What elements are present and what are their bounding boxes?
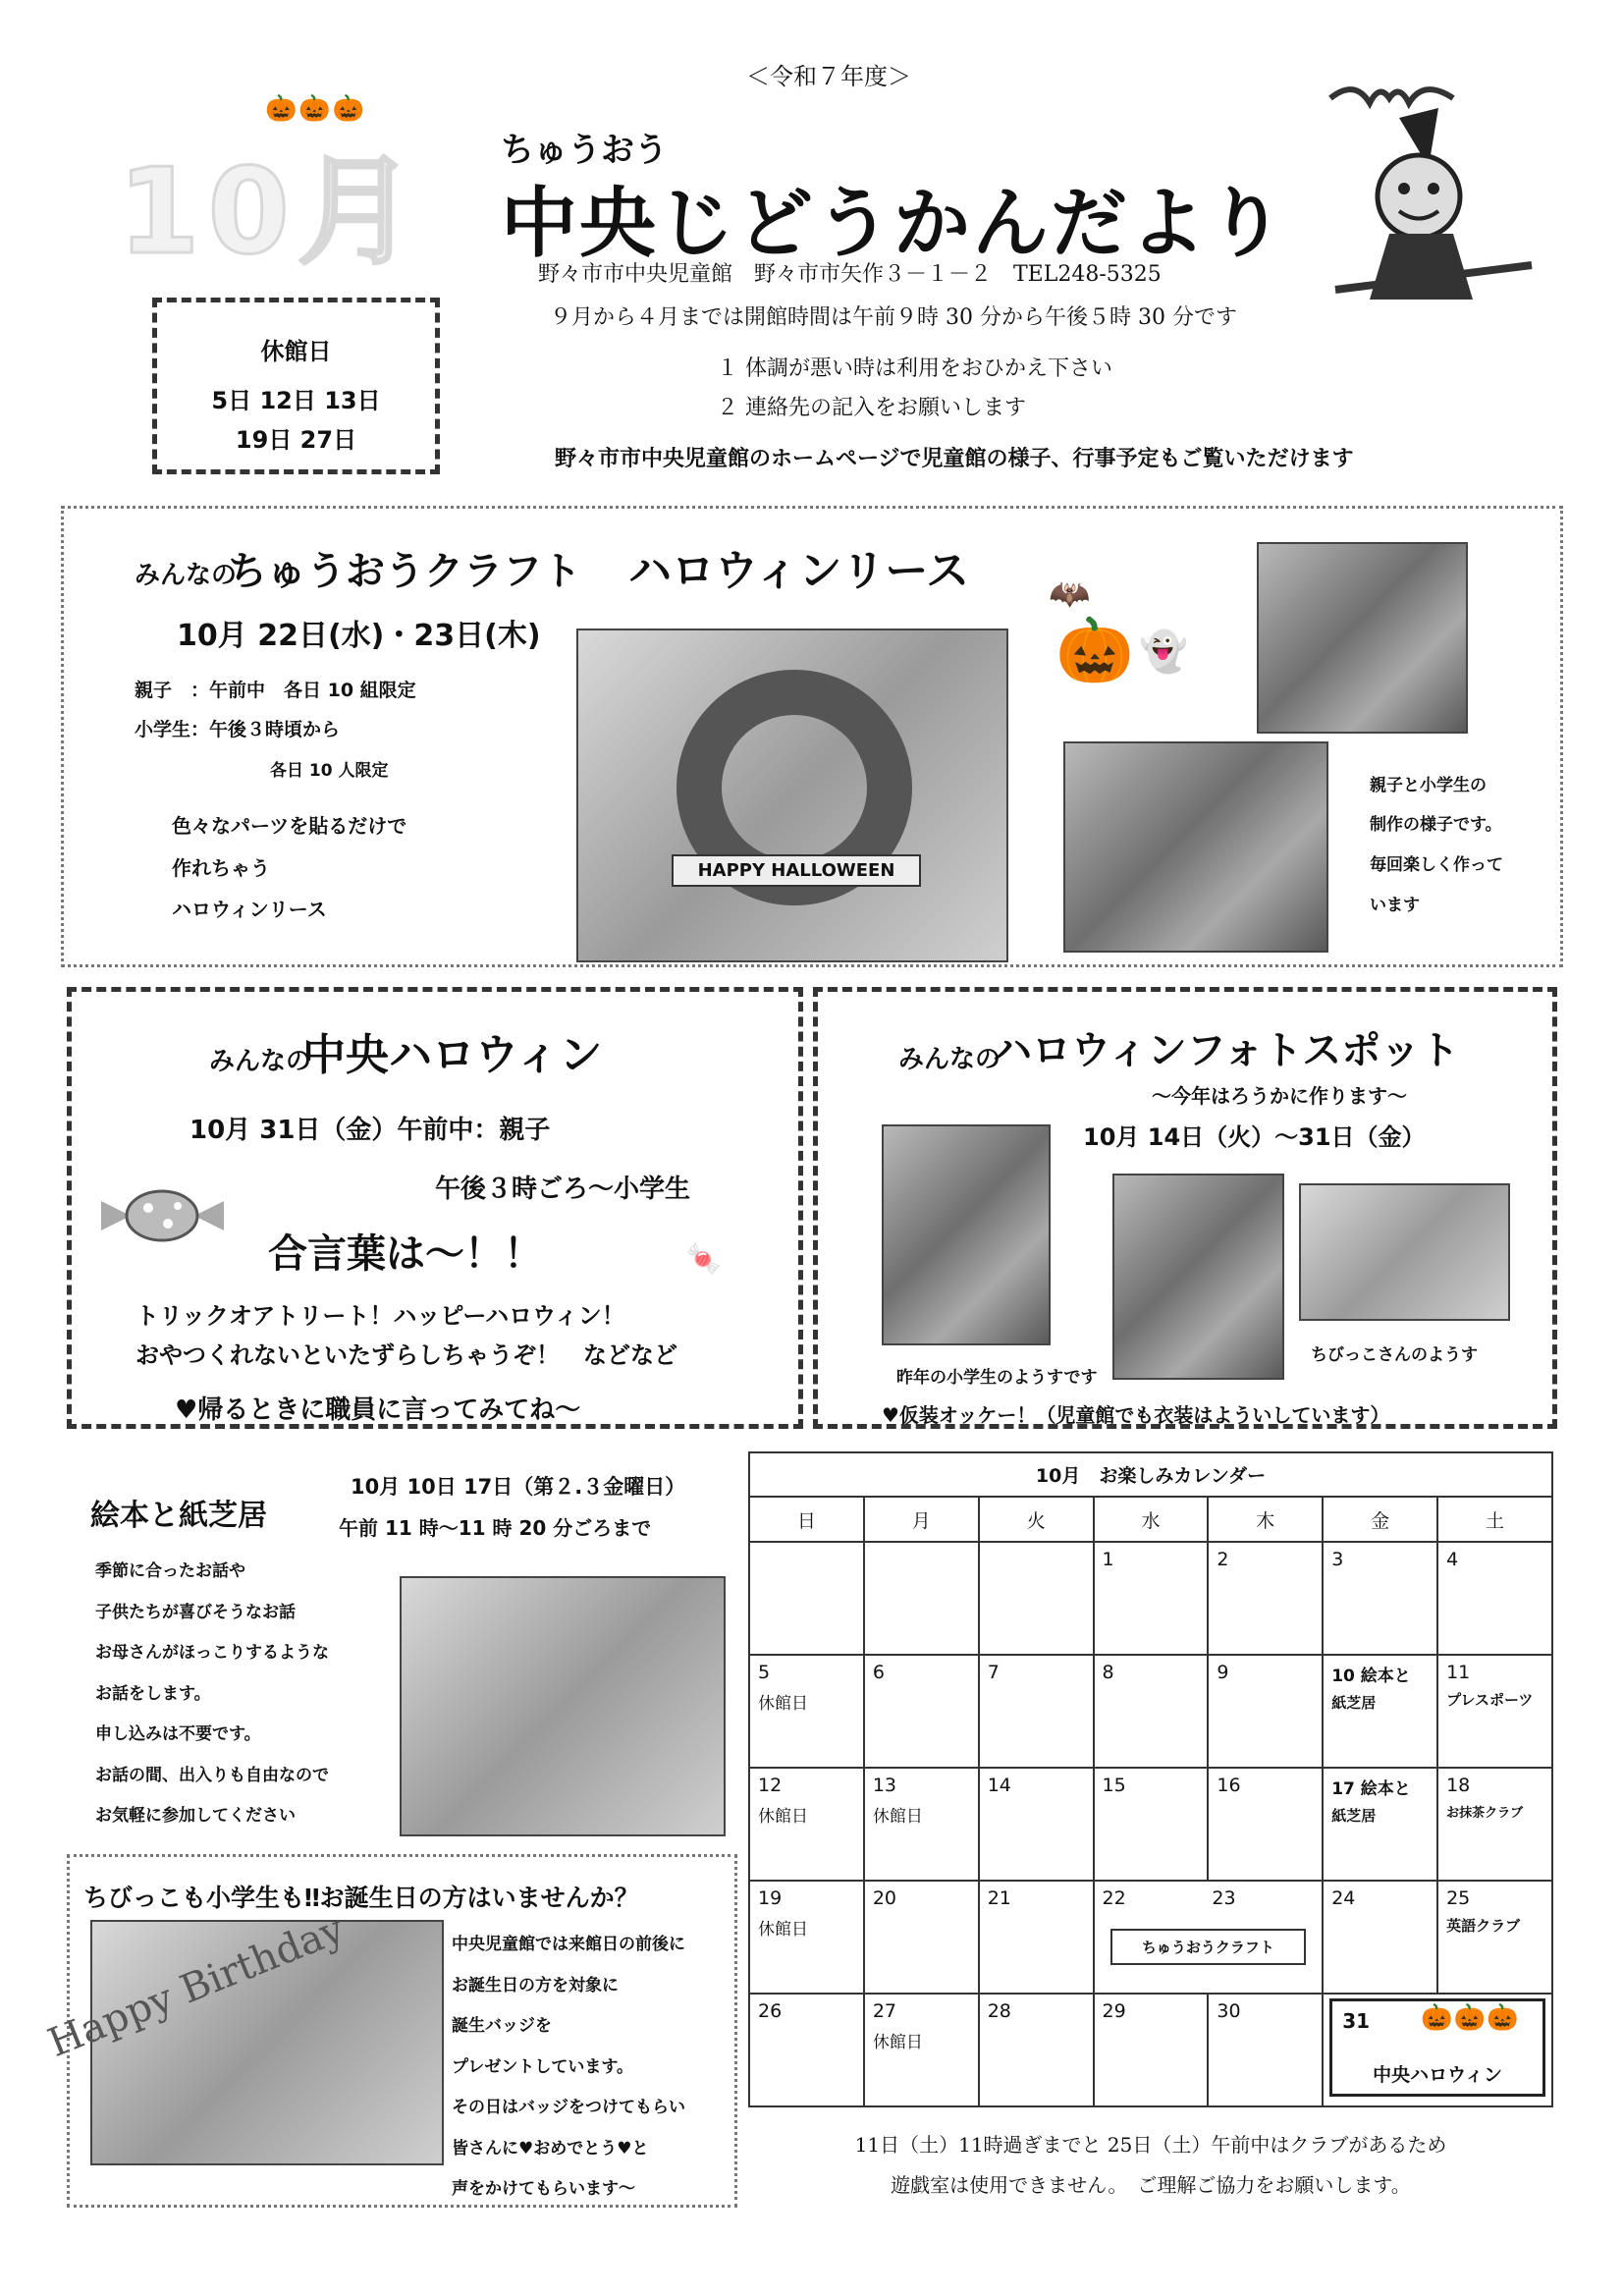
wreath-banner: HAPPY HALLOWEEN [672, 854, 921, 887]
calendar-week-1 [749, 1542, 1552, 1655]
ghost-icon: 👻 [1139, 629, 1188, 675]
day-number: 14 [987, 1775, 1011, 1796]
story-line-1: 季節に合ったお話や [95, 1561, 245, 1581]
story-line-2: 子供たちが喜びそうなお話 [95, 1602, 296, 1622]
story-line-4: お話をします。 [95, 1683, 211, 1704]
witch-pumpkin-icon [1316, 59, 1542, 314]
calendar-cell [1437, 1542, 1552, 1655]
calendar-cell [749, 1994, 864, 2106]
calendar-cell [979, 1655, 1094, 1768]
calendar-table [748, 1496, 1553, 2107]
day-number: 2 [1217, 1549, 1229, 1570]
calendar-cell [1323, 1768, 1437, 1881]
day-number: 20 [872, 1887, 897, 1909]
calendar-cell [1094, 1655, 1209, 1768]
day-number: 22 [1102, 1887, 1126, 1909]
month-big: 10月 [118, 144, 423, 281]
weekday-mon: 月 [864, 1497, 979, 1542]
calendar-cell [1323, 1542, 1437, 1655]
calendar-cell [864, 1994, 979, 2106]
calendar-footnote-1: 11日（土）11時過ぎまでと 25日（土）午前中はクラブがあるため [854, 2133, 1447, 2157]
halloween-heading: 中央ハロウィン [302, 1030, 603, 1080]
craft-heading-small: みんなの [135, 561, 238, 590]
weekday-sun: 日 [749, 1497, 864, 1542]
calendar-cell [1323, 1881, 1437, 1994]
day-number: 8 [1102, 1662, 1114, 1683]
photospot-heading-small: みんなの [898, 1045, 1001, 1074]
candy-icon [101, 1186, 224, 1245]
day-number: 17 絵本と [1331, 1779, 1411, 1799]
calendar-cell [1208, 1655, 1323, 1768]
birthday-line-7: 声をかけてもらいます～ [452, 2179, 635, 2199]
password-line-1: トリックオアトリート！ハッピーハロウィン！ [135, 1302, 625, 1330]
photospot-photo-1 [882, 1124, 1051, 1345]
halloween-heading-small: みんなの [209, 1047, 312, 1076]
day-number: 15 [1102, 1775, 1126, 1796]
halloween-date: 10月 31日（金）午前中：親子 [189, 1116, 551, 1145]
day-number: 10 絵本と [1331, 1667, 1411, 1686]
closed-note: 休館日 [758, 1920, 808, 1940]
craft-detail-3: 各日 10 人限定 [270, 761, 389, 781]
day-number: 18 [1446, 1775, 1471, 1796]
closed-days-title: 休館日 [260, 338, 332, 365]
day-number: 24 [1331, 1887, 1356, 1909]
calendar-cell [864, 1881, 979, 1994]
craft-detail-2: 小学生：午後３時頃から [135, 719, 341, 740]
photospot-caption-1: 昨年の小学生のようすです [896, 1368, 1098, 1388]
calendar-cell [979, 1994, 1094, 2106]
story-line-6: お話の間、出入りも自由なので [95, 1765, 329, 1785]
craft-day-numbers [1103, 1887, 1315, 1909]
plesports-note: プレスポーツ [1446, 1691, 1534, 1709]
calendar-cell [1208, 1542, 1323, 1655]
craft-detail-1: 親子 ：午前中 各日 10 組限定 [135, 680, 416, 701]
photospot-photo-2 [1112, 1174, 1284, 1380]
day-number: 28 [987, 2000, 1011, 2022]
calendar-cell [979, 1768, 1094, 1881]
craft-desc-2: 作れちゃう [172, 856, 270, 880]
birthday-line-1: 中央児童館では来館日の前後に [452, 1935, 685, 1954]
homepage-notice: 野々市市中央児童館のホームページで児童館の様子、行事予定もご覧いただけます [555, 447, 1354, 471]
photospot-footer: ♥仮装オッケー！（児童館でも衣装はよういしています） [882, 1403, 1390, 1427]
calendar-cell [1208, 1768, 1323, 1881]
closed-note: 休館日 [758, 1694, 808, 1714]
day-number: 7 [987, 1662, 1000, 1683]
bat-icon: 🦇 [1049, 574, 1091, 614]
calendar-cell [1094, 1768, 1209, 1881]
calendar-cell-empty [864, 1542, 979, 1655]
craft-photo-caption-4: います [1370, 896, 1420, 915]
page-title: 中央じどうかんだより [501, 180, 1287, 268]
halloween-event-box [1329, 1998, 1545, 2097]
photospot-photo-3 [1299, 1183, 1510, 1321]
closed-note: 休館日 [758, 1807, 808, 1827]
calendar-cell [979, 1881, 1094, 1994]
story-text [95, 1552, 329, 1837]
fiscal-year: ＜令和７年度＞ [746, 63, 911, 90]
note-2: ２ 連絡先の記入をお願いします [717, 396, 1026, 420]
calendar-footnote-2: 遊戯室は使用できません。 ご理解ご協力をお願いします。 [891, 2173, 1411, 2197]
craft-photo-caption-3: 毎回楽しく作って [1370, 855, 1503, 875]
closed-note: 休館日 [872, 2033, 923, 2052]
day-number: 29 [1102, 2000, 1126, 2022]
wreath-photo [576, 629, 1008, 962]
calendar-cell-craft [1094, 1881, 1324, 1994]
jack-o-lantern-icon: 🎃 [1055, 615, 1134, 687]
craft-desc-3: ハロウィンリース [172, 898, 327, 921]
day-number: 5 [758, 1662, 771, 1683]
calendar-title: 10月 お楽しみカレンダー [748, 1451, 1553, 1496]
calendar-cell [1437, 1655, 1552, 1768]
day-number: 30 [1217, 2000, 1241, 2022]
note-1: １ 体調が悪い時は利用をおひかえ下さい [717, 356, 1112, 381]
calendar-weekday-row [749, 1497, 1552, 1542]
calendar-cell-empty [979, 1542, 1094, 1655]
craft-subtitle: ハロウィンリース [628, 546, 970, 596]
story-title: 絵本と紙芝居 [90, 1499, 267, 1533]
kamishibai-note: 紙芝居 [1331, 1807, 1377, 1825]
halloween-footer: ♥帰るときに職員に言ってみてね～ [175, 1395, 581, 1425]
tea-club-note: お抹茶クラブ [1446, 1806, 1524, 1821]
calendar-cell [749, 1655, 864, 1768]
birthday-line-2: お誕生日の方を対象に [452, 1975, 619, 1995]
day-number: 11 [1446, 1662, 1471, 1683]
craft-desc-1: 色々なパーツを貼るだけで [172, 814, 407, 838]
photospot-heading: ハロウィンフォトスポット [993, 1028, 1460, 1073]
birthday-line-4: プレゼントしています。 [452, 2056, 633, 2077]
pumpkin-icon: 🎃🎃🎃 [1421, 2003, 1520, 2033]
calendar-week-2 [749, 1655, 1552, 1768]
story-line-3: お母さんがほっこりするような [95, 1643, 329, 1663]
day-number: 9 [1217, 1662, 1229, 1683]
craft-photo-caption-1: 親子と小学生の [1370, 776, 1487, 795]
birthday-line-5: その日はバッジをつけてもらい [452, 2098, 685, 2117]
craft-event-note: ちゅうおうクラフト [1110, 1929, 1307, 1965]
story-date: 10月 10日 17日（第２.３金曜日） [351, 1475, 686, 1499]
pumpkin-icon: 🎃🎃🎃 [265, 94, 367, 124]
halloween-time2: 午後３時ごろ～小学生 [435, 1175, 691, 1204]
birthday-text [452, 1925, 685, 2211]
calendar-week-5 [749, 1994, 1552, 2106]
day-number: 12 [758, 1775, 783, 1796]
closed-days-line1: 5日 12日 13日 [211, 387, 381, 414]
day-number: 23 [1212, 1887, 1236, 1909]
calendar-cell [749, 1881, 864, 1994]
day-number: 3 [1331, 1549, 1344, 1570]
address: 野々市市中央児童館 野々市市矢作３－１－２ TEL248-5325 [538, 262, 1162, 287]
closed-days-line2: 19日 27日 [235, 426, 357, 454]
calendar-cell-halloween [1323, 1994, 1552, 2106]
title-ruby: ちゅうおう [501, 131, 668, 170]
birthday-line-3: 誕生バッジを [452, 2016, 552, 2036]
weekday-fri: 金 [1323, 1497, 1437, 1542]
story-time: 午前 11 時～11 時 20 分ごろまで [339, 1516, 652, 1540]
calendar-week-3 [749, 1768, 1552, 1881]
calendar-cell [1094, 1542, 1209, 1655]
photospot-section [813, 987, 1557, 1429]
day-number: 6 [872, 1662, 885, 1683]
birthday-title: ちびっこも小学生も‼お誕生日の方はいませんか？ [83, 1884, 639, 1912]
english-club-note: 英語クラブ [1446, 1917, 1521, 1935]
photospot-date: 10月 14日（火）～31日（金） [1083, 1123, 1426, 1151]
day-number: 27 [872, 2000, 897, 2022]
calendar-cell [749, 1768, 864, 1881]
candy-svg [101, 1186, 224, 1245]
password-title: 合言葉は～！！ [268, 1231, 543, 1277]
weekday-sat: 土 [1437, 1497, 1552, 1542]
calendar-cell [864, 1655, 979, 1768]
day-number: 26 [758, 2000, 783, 2022]
calendar-cell [1323, 1655, 1437, 1768]
calendar-cell [1094, 1994, 1209, 2106]
day-number: 1 [1102, 1549, 1114, 1570]
weekday-thu: 木 [1208, 1497, 1323, 1542]
craft-activity-photo-2 [1063, 741, 1328, 953]
day-number: 13 [872, 1775, 897, 1796]
photospot-subtitle: ～今年はろうかに作ります～ [1152, 1084, 1407, 1108]
birthday-photo-text: Happy Birthday [41, 1906, 352, 2066]
calendar [748, 1451, 1553, 2198]
calendar-cell [1437, 1881, 1552, 1994]
photospot-caption-2: ちびっこさんのようす [1311, 1345, 1478, 1365]
calendar-cell [1437, 1768, 1552, 1881]
day-number: 31 [1342, 2009, 1371, 2033]
weekday-tue: 火 [979, 1497, 1094, 1542]
craft-activity-photo-1 [1257, 542, 1468, 734]
story-line-7: お気軽に参加してください [95, 1806, 296, 1826]
craft-photo-caption-2: 制作の様子です。 [1370, 815, 1502, 835]
weekday-wed: 水 [1094, 1497, 1209, 1542]
calendar-cell [1208, 1994, 1323, 2106]
calendar-cell-empty [749, 1542, 864, 1655]
candy-icon-small: 🍬 [685, 1242, 723, 1277]
halloween-section [67, 987, 803, 1429]
day-number: 19 [758, 1887, 783, 1909]
closed-days-box [152, 298, 440, 474]
birthday-line-6: 皆さんに♥おめでとう♥と [452, 2138, 649, 2159]
day-number: 21 [987, 1887, 1011, 1909]
craft-date: 10月 22日(水)・23日(木) [177, 619, 541, 653]
calendar-week-4 [749, 1881, 1552, 1994]
story-photo [400, 1576, 726, 1836]
witch-pumpkin-illustration [1316, 59, 1542, 314]
craft-heading: ちゅうおうクラフト [228, 549, 581, 594]
day-number: 4 [1446, 1549, 1459, 1570]
halloween-event-note: 中央ハロウィン [1373, 2064, 1503, 2086]
closed-note: 休館日 [872, 1807, 923, 1827]
hours-notice: ９月から４月までは開館時間は午前９時 30 分から午後５時 30 分です [550, 305, 1237, 330]
day-number: 25 [1446, 1887, 1471, 1909]
kamishibai-note: 紙芝居 [1331, 1694, 1377, 1712]
password-line-2: おやつくれないといたずらしちゃうぞ！ などなど [135, 1341, 677, 1369]
story-line-5: 申し込みは不要です。 [95, 1724, 261, 1744]
calendar-cell [864, 1768, 979, 1881]
day-number: 16 [1217, 1775, 1241, 1796]
